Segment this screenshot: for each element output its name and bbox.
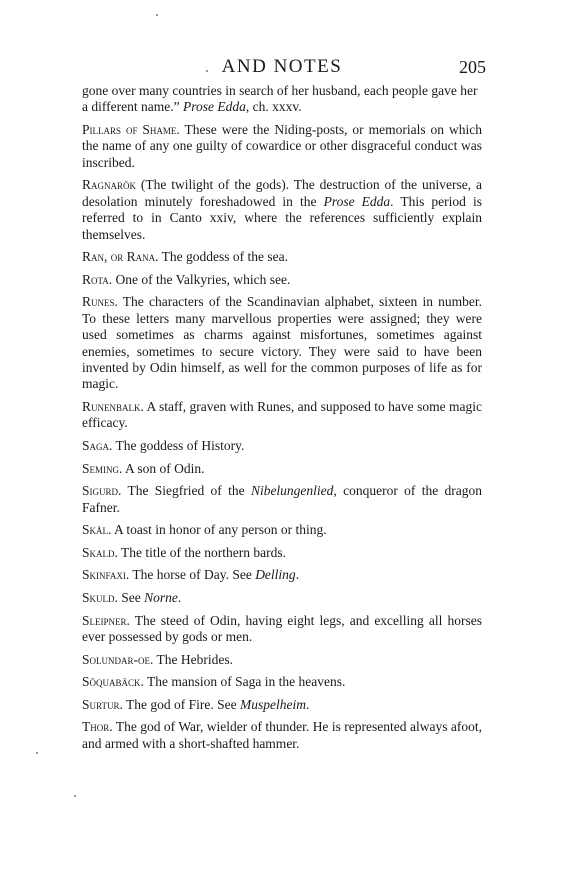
continuation-after: , ch. xxxv. xyxy=(245,99,302,115)
entry-term: Skål. xyxy=(82,522,112,538)
entry-definition-tail: . xyxy=(295,567,300,583)
entry-definition: These were the Niding-posts, or memorials on which the name of any one guilty of cowardice or other disgraceful conduct was inscribed. xyxy=(82,122,482,170)
entry-definition: The Hebrides. xyxy=(153,651,233,667)
entry-definition: One of the Valkyries, which see. xyxy=(112,271,291,287)
entry-definition-tail: . xyxy=(305,696,310,712)
entry-definition: The title of the northern bards. xyxy=(117,544,286,560)
entry-term: Ragnarök xyxy=(82,177,137,193)
entry-definition: A staff, graven with Runes, and supposed to have some magic efficacy. xyxy=(82,399,482,431)
continuation-italic: Prose Edda xyxy=(182,99,246,115)
entry-term: Saga. xyxy=(82,438,113,454)
entry-definition: A son of Odin. xyxy=(122,460,205,476)
entry-definition: The mansion of Saga in the heavens. xyxy=(143,674,346,690)
entry-term: Skuld. xyxy=(82,590,118,605)
entry-term: Runenbalk. xyxy=(82,399,144,415)
entry-definition: The god of War, wielder of thunder. He is represented always afoot, and armed with a short-shafted hammer. xyxy=(82,719,482,751)
entry-reference: Muspelheim xyxy=(239,696,306,712)
entry-term: Rota. xyxy=(82,271,113,287)
glossary-entry xyxy=(82,613,482,646)
entry-term: Runes. xyxy=(82,294,118,310)
entry-definition: The characters of the Scandinavian alphabet, sixteen in number. To these letters many marvellous properties were assigned; they were used sometimes as charms against misfortunes, sometimes against enemies, sometimes to secure victory. They were said to have been invented by Odin himself, as well for the common purposes of life as for magic. xyxy=(82,294,482,392)
glossary-entry xyxy=(82,272,482,288)
glossary-entry xyxy=(82,522,482,538)
page-header xyxy=(82,56,486,82)
entry-term: Pillars of Shame. xyxy=(82,122,180,137)
glossary-entry xyxy=(82,249,482,265)
entry-term: Sigurd. xyxy=(82,483,122,499)
entry-definition: (The twilight of the gods). The destruction of the universe, a desolation minutely foreshadowed in the xyxy=(82,177,482,209)
glossary-entry xyxy=(82,545,482,561)
entry-definition-tail: . This period is referred to in Canto xxiv, where the references sufficiently explain themselves. xyxy=(82,193,483,242)
glossary-entry xyxy=(82,461,482,477)
glossary-entry xyxy=(82,122,482,171)
scan-speck xyxy=(36,752,38,754)
glossary-entry xyxy=(82,590,482,606)
entry-definition: The god of Fire. See xyxy=(122,696,240,712)
glossary-entry xyxy=(82,697,482,713)
entry-term: Ran, or Rana. xyxy=(82,249,159,265)
entry-definition: The goddess of History. xyxy=(112,438,245,454)
entry-definition: The horse of Day. See xyxy=(129,567,256,583)
entry-term: Thor. xyxy=(82,719,113,735)
entry-term: Solundar-oe. xyxy=(82,651,154,667)
glossary-entry xyxy=(82,674,482,690)
glossary-entry xyxy=(82,294,482,392)
entry-definition-tail: , conqueror of the dragon Fafner. xyxy=(82,483,483,515)
entry-definition: See xyxy=(117,590,145,605)
continuation-text: gone over many countries in search of her husband, each people gave her a different name.” xyxy=(82,83,478,115)
entry-definition: A toast in honor of any person or thing. xyxy=(111,522,327,538)
entry-term: Surtur. xyxy=(82,696,123,712)
entry-term: Skald. xyxy=(82,544,118,560)
page-number: 205 xyxy=(459,57,486,77)
glossary-content xyxy=(82,83,482,758)
entry-reference: Norne xyxy=(144,590,178,605)
entry-definition: The Siegfried of the xyxy=(121,483,251,499)
entry-reference: Prose Edda xyxy=(323,193,391,209)
scan-speck xyxy=(74,795,76,797)
entry-reference: Delling xyxy=(255,567,296,583)
entry-term: Skinfaxi. xyxy=(82,567,130,583)
entry-definition: The goddess of the sea. xyxy=(158,249,288,265)
entry-term: Söquabäck. xyxy=(82,674,144,690)
glossary-entries xyxy=(82,122,482,752)
glossary-entry xyxy=(82,652,482,668)
entry-definition-tail: . xyxy=(177,590,182,605)
glossary-entry xyxy=(82,567,482,583)
glossary-entry xyxy=(82,483,482,516)
running-head: AND NOTES xyxy=(221,56,343,77)
entry-term: Sleipner. xyxy=(82,612,130,628)
entry-definition: The steed of Odin, having eight legs, and excelling all horses ever possessed by gods or men. xyxy=(82,612,482,644)
glossary-entry xyxy=(82,719,482,752)
scan-speck xyxy=(206,70,208,72)
glossary-entry xyxy=(82,399,482,432)
continuation-paragraph xyxy=(82,83,482,116)
glossary-entry xyxy=(82,177,482,243)
entry-reference: Nibelungenlied xyxy=(250,483,334,499)
entry-term: Seming. xyxy=(82,460,123,476)
scan-speck xyxy=(156,14,158,16)
glossary-entry xyxy=(82,438,482,454)
